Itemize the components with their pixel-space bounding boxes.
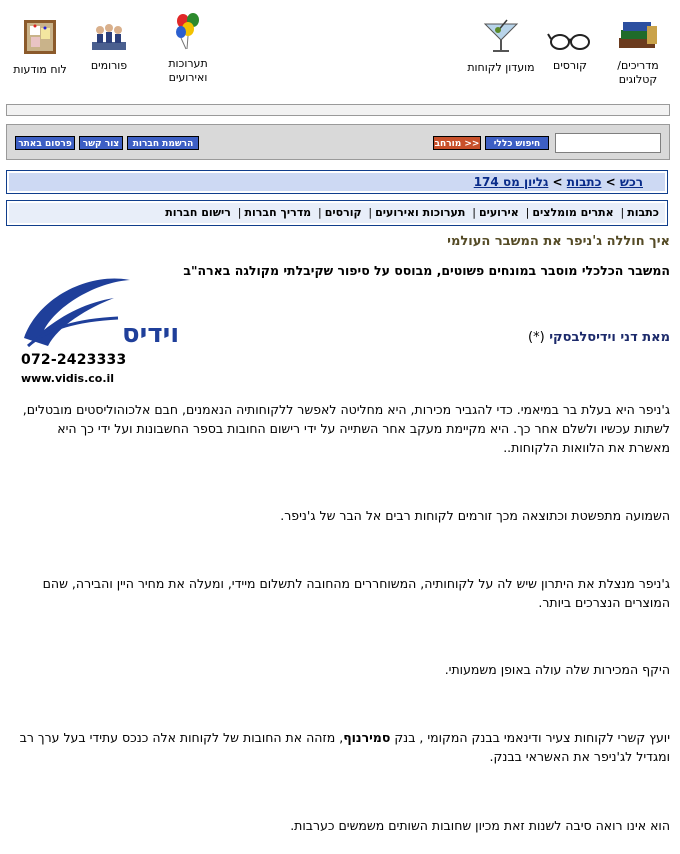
subnav-recommended-sites[interactable]: אתרים מומלצים (532, 206, 614, 219)
nav-exhibitions-label: תערוכות ואירועים (168, 57, 208, 84)
divider-strip (6, 104, 670, 116)
nav-exhibitions[interactable] (158, 12, 218, 85)
subnav-articles[interactable]: כתבות (627, 206, 659, 219)
nav-club-label: מועדון לקוחות (467, 61, 535, 74)
nav-board-label: לוח מודעות (13, 63, 67, 76)
publish-button[interactable]: פרסום באתר (15, 136, 75, 150)
article-paragraph: היקף המכירות שלה עולה באופן משמעותי. (444, 662, 670, 677)
breadcrumb (6, 170, 668, 194)
logo-url: www.vidis.co.il (21, 372, 115, 385)
top-icon-bar (0, 0, 680, 92)
author-name: מאת דני וידיסלבסקי (549, 330, 670, 345)
nav-catalogs-label: מדריכים/ קטלוגים (617, 59, 659, 86)
bulletin-board-icon (22, 18, 58, 56)
nav-catalogs[interactable] (608, 18, 668, 87)
balloons-icon (173, 12, 203, 50)
advanced-search-button[interactable]: מורחב >> (433, 136, 481, 150)
contact-button[interactable]: צור קשר (79, 136, 123, 150)
search-bar (6, 124, 670, 160)
nav-forums[interactable] (84, 22, 134, 73)
author-note: (*) (528, 330, 545, 345)
nav-club[interactable] (462, 18, 540, 75)
article-paragraph: השמועה מתפשטת וכתוצאה מכך זורמים לקוחות רבים אל הבר של ג'ניפר. (280, 508, 670, 523)
people-icon (90, 22, 128, 52)
register-button[interactable]: הרשמת חברות (127, 136, 199, 150)
breadcrumb-articles[interactable]: כתבות (566, 175, 602, 189)
breadcrumb-sep: > (605, 175, 616, 189)
search-input[interactable] (555, 133, 661, 153)
article-paragraph: ג'ניפר מנצלת את היתרון שיש לה על לקוחותיה, המשוחררים מהחובה לתשלום מיידי, ומעלה את מחיר היין והבירה, שהם המוצרים הנצרכים ביותר. (42, 576, 670, 610)
subnav-events[interactable]: אירועים (478, 206, 519, 219)
article-subhead: המשבר הכלכלי מוסבר במונחים פשוטים, מבוסס על סיפור שקיבלתי מקולגה בארה"ב (183, 263, 670, 278)
subnav-company-guide[interactable]: מדריך חברות (244, 206, 312, 219)
bank-text-post: , מזהה את החובות של לקוחות אלה כנכס עתידי בעל ערך רב ומגדיל לג'ניפר את האשראי בבנק. (19, 730, 670, 764)
bank-name: סמירנוף (343, 730, 391, 745)
vidis-logo[interactable] (18, 268, 180, 388)
glasses-icon (548, 30, 592, 52)
subnav-company-registration[interactable]: רישום חברות (165, 206, 231, 219)
sub-nav: כתבות| אתרים מומלצים| אירועים| תערוכות ואירועים| קורסים| מדריך חברות| רישום חברות (6, 200, 668, 226)
logo-phone: 072-2423333 (21, 352, 127, 368)
cocktail-glass-icon (481, 18, 521, 54)
simple-search-button[interactable]: חיפוש כללי (485, 136, 549, 150)
bank-text-pre: יועץ קשרי לקוחות צעיר ודינאמי בבנק המקומי , בנק (390, 730, 670, 745)
subnav-courses[interactable]: קורסים (324, 206, 362, 219)
nav-courses[interactable] (542, 30, 598, 73)
breadcrumb-issue[interactable]: גליון מס 174 (473, 175, 549, 189)
article-paragraph-bank (18, 728, 670, 766)
books-icon (617, 18, 659, 52)
vidis-swoosh-icon (18, 268, 180, 350)
logo-brand: וידיס (122, 319, 180, 349)
article-paragraph: הוא אינו רואה סיבה לשנות זאת מכיון שחובות השותים משמשים כערבות. (290, 818, 670, 833)
nav-board[interactable] (8, 18, 72, 77)
nav-forums-label: פורומים (90, 59, 128, 72)
subnav-exhibitions[interactable]: תערוכות ואירועים (375, 206, 466, 219)
breadcrumb-sep: > (552, 175, 563, 189)
breadcrumb-home[interactable]: רכש (619, 175, 643, 189)
article-paragraph: ג'ניפר היא בעלת בר במיאמי. כדי להגביר מכירות, היא מחליטה לאפשר ללקוחותיה הנאמנים, חבם אלכוהוליסטים מובטלים, לשתות עכשיו ולשלם אחר כך. היא מקיימת מעקב אחר השתייה על ידי רישום החובות בספר החשבונות ועל ידי כך היא מאשרת את הלוואות הלקוחות.. (22, 402, 670, 455)
article-headline: איך חוללה ג'ניפר את המשבר העולמי (447, 234, 670, 249)
article-author (528, 330, 670, 345)
nav-courses-label: קורסים (553, 59, 587, 72)
